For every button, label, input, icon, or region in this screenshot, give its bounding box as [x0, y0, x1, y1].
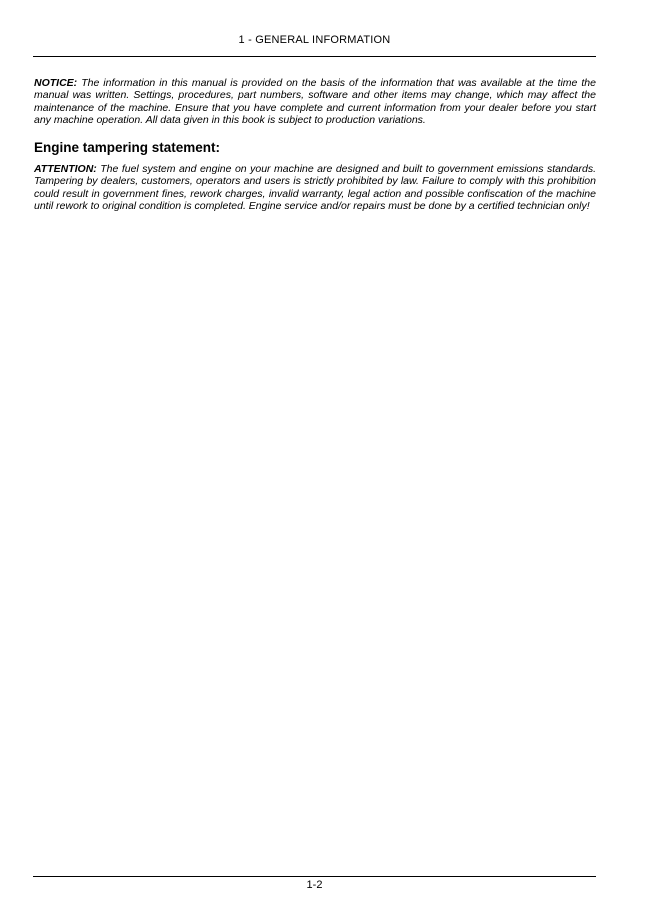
notice-paragraph	[34, 77, 596, 127]
footer-divider	[33, 876, 596, 877]
header-divider	[33, 56, 596, 57]
attention-paragraph	[34, 163, 596, 213]
page-number: 1-2	[306, 879, 323, 891]
attention-label: ATTENTION:	[34, 163, 97, 175]
notice-text: The information in this manual is provided on the basis of the information that was available at the time the manual was written. Settings, procedures, part numbers, software and other items may change, which may affect the maintenance of the machine. Ensure that you have complete and current information from your dealer before you start any machine operation. All data given in this book is subject to production variations.	[34, 77, 596, 127]
page-header-title: 1 - GENERAL INFORMATION	[238, 34, 391, 46]
section-heading: Engine tampering statement:	[34, 140, 221, 155]
notice-label: NOTICE:	[34, 77, 78, 89]
attention-text: The fuel system and engine on your machine are designed and built to government emissions standards. Tampering by dealers, customers, operators and users is strictly prohibited by law. Failure to comply with this prohibition could result in government fines, rework charges, invalid warranty, legal action and possible confiscation of the machine until rework to original condition is completed. Engine service and/or repairs must be done by a certified technician only!	[34, 163, 596, 213]
